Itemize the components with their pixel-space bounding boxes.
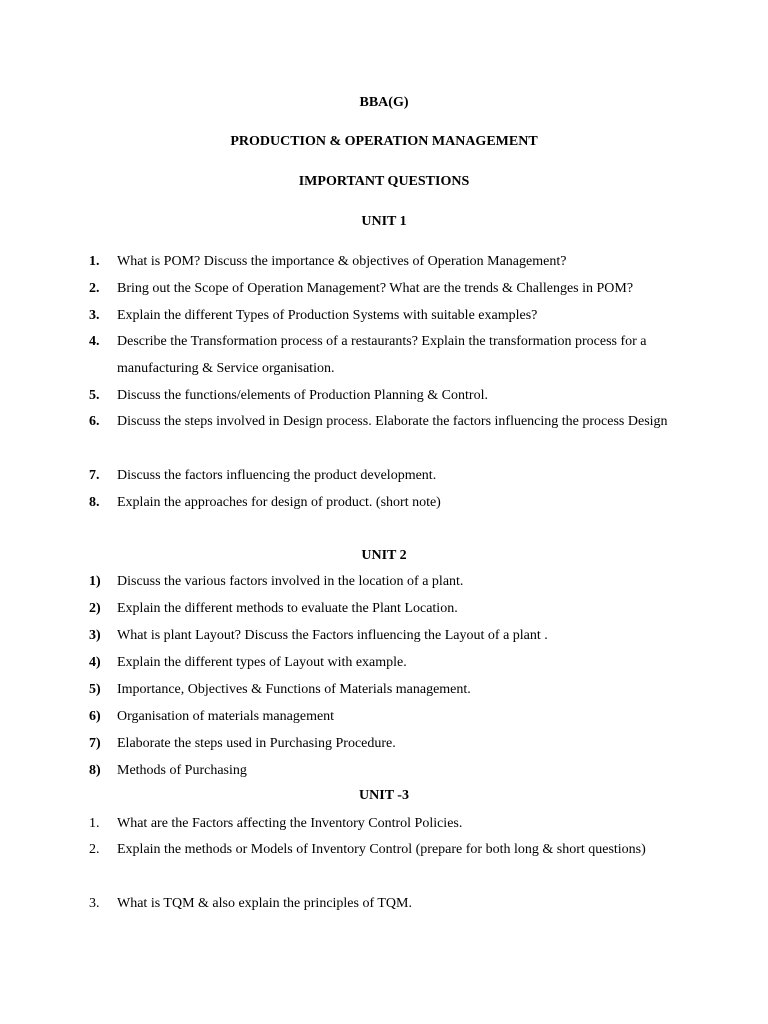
question-number: 6) — [89, 709, 101, 724]
question-text: Organisation of materials management — [117, 709, 335, 724]
question-number: 7. — [89, 468, 100, 483]
question-number: 2. — [89, 281, 100, 296]
section-heading: IMPORTANT QUESTIONS — [298, 174, 470, 189]
question-number: 2. — [89, 842, 100, 857]
question-text: What are the Factors affecting the Inventory Control Policies. — [117, 816, 463, 831]
question-number: 5. — [89, 388, 100, 403]
question-text: Explain the different types of Layout with example. — [117, 655, 407, 670]
question-text: Explain the methods or Models of Inventory Control (prepare for both long & short questions) — [117, 842, 646, 857]
question-text: Discuss the steps involved in Design process. Elaborate the factors influencing the process Design — [117, 414, 668, 429]
question-text: Discuss the factors influencing the product development. — [117, 468, 437, 483]
unit-3-title: UNIT -3 — [359, 788, 409, 803]
question-text: What is plant Layout? Discuss the Factors influencing the Layout of a plant . — [117, 628, 548, 643]
question-text: Explain the different methods to evaluate the Plant Location. — [117, 601, 458, 616]
question-number: 3) — [89, 628, 101, 643]
question-text: What is POM? Discuss the importance & objectives of Operation Management? — [117, 254, 567, 269]
question-text: What is TQM & also explain the principles of TQM. — [117, 896, 412, 911]
question-number: 3. — [89, 896, 100, 911]
question-text: Explain the approaches for design of product. (short note) — [117, 495, 441, 510]
question-text: Discuss the various factors involved in the location of a plant. — [117, 574, 464, 589]
question-text: Bring out the Scope of Operation Management? What are the trends & Challenges in POM? — [117, 281, 634, 296]
question-number: 5) — [89, 682, 101, 697]
question-number: 4) — [89, 655, 101, 670]
unit-1-title: UNIT 1 — [361, 214, 407, 229]
question-number: 1) — [89, 574, 101, 589]
course-title: BBA(G) — [359, 95, 409, 110]
question-number: 8. — [89, 495, 100, 510]
question-number: 4. — [89, 334, 100, 349]
question-number: 1. — [89, 254, 100, 269]
question-text: Describe the Transformation process of a restaurants? Explain the transformation process for a manufacturing & Service organisation. — [117, 334, 647, 376]
question-number: 1. — [89, 816, 100, 831]
question-number: 8) — [89, 763, 101, 778]
question-text: Elaborate the steps used in Purchasing Procedure. — [117, 736, 396, 751]
subject-title: PRODUCTION & OPERATION MANAGEMENT — [230, 134, 538, 149]
question-text: Discuss the functions/elements of Production Planning & Control. — [117, 388, 488, 403]
question-text: Importance, Objectives & Functions of Materials management. — [117, 682, 471, 697]
unit-2-title: UNIT 2 — [361, 548, 407, 563]
question-text: Methods of Purchasing — [117, 763, 247, 778]
question-number: 7) — [89, 736, 101, 751]
question-text: Explain the different Types of Production Systems with suitable examples? — [117, 308, 538, 323]
question-number: 6. — [89, 414, 100, 429]
question-number: 3. — [89, 308, 100, 323]
question-number: 2) — [89, 601, 101, 616]
